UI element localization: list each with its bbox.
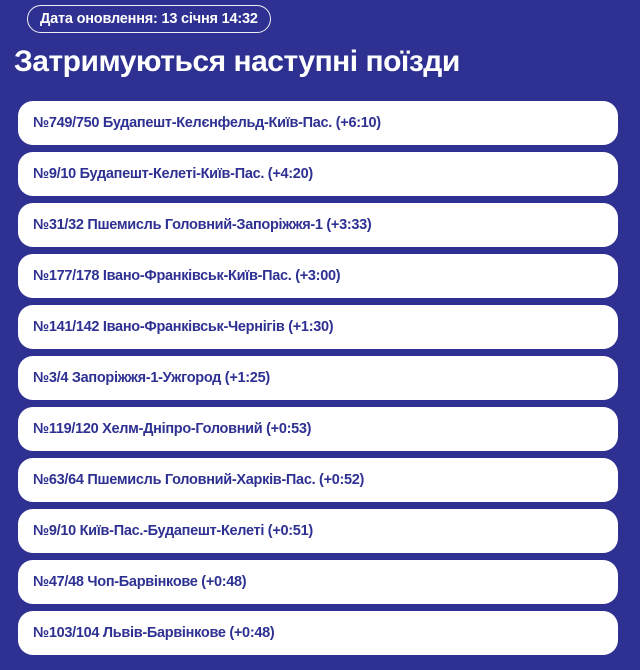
train-delay-label: №177/178 Івано-Франківськ-Київ-Пас. (+3:00): [33, 268, 341, 284]
train-delay-card: [18, 458, 618, 502]
train-delay-card: [18, 101, 618, 145]
train-delay-card: [18, 560, 618, 604]
train-delay-card: [18, 152, 618, 196]
train-delay-label: №103/104 Львів-Барвінкове (+0:48): [33, 625, 275, 641]
train-delay-card: [18, 203, 618, 247]
update-date-badge: [27, 5, 271, 33]
train-delay-card: [18, 509, 618, 553]
train-delay-card: [18, 254, 618, 298]
delayed-trains-list: [18, 101, 618, 655]
train-delay-label: №3/4 Запоріжжя-1-Ужгород (+1:25): [33, 370, 270, 386]
train-delay-card: [18, 356, 618, 400]
page-title: Затримуються наступні поїзди: [14, 45, 460, 78]
train-delay-card: [18, 611, 618, 655]
train-delay-label: №9/10 Будапешт-Келеті-Київ-Пас. (+4:20): [33, 166, 313, 182]
train-delay-label: №31/32 Пшемисль Головний-Запоріжжя-1 (+3:33): [33, 217, 372, 233]
train-delay-label: №63/64 Пшемисль Головний-Харків-Пас. (+0:52): [33, 472, 365, 488]
train-delay-label: №749/750 Будапешт-Келєнфельд-Київ-Пас. (+6:10): [33, 115, 381, 131]
train-delay-label: №47/48 Чоп-Барвінкове (+0:48): [33, 574, 247, 590]
update-date-label: Дата оновлення: 13 січня 14:32: [40, 11, 258, 27]
train-delay-label: №9/10 Київ-Пас.-Будапешт-Келеті (+0:51): [33, 523, 313, 539]
train-delay-card: [18, 305, 618, 349]
train-delay-card: [18, 407, 618, 451]
train-delay-label: №119/120 Хелм-Дніпро-Головний (+0:53): [33, 421, 312, 437]
train-delay-label: №141/142 Івано-Франківськ-Чернігів (+1:30): [33, 319, 334, 335]
